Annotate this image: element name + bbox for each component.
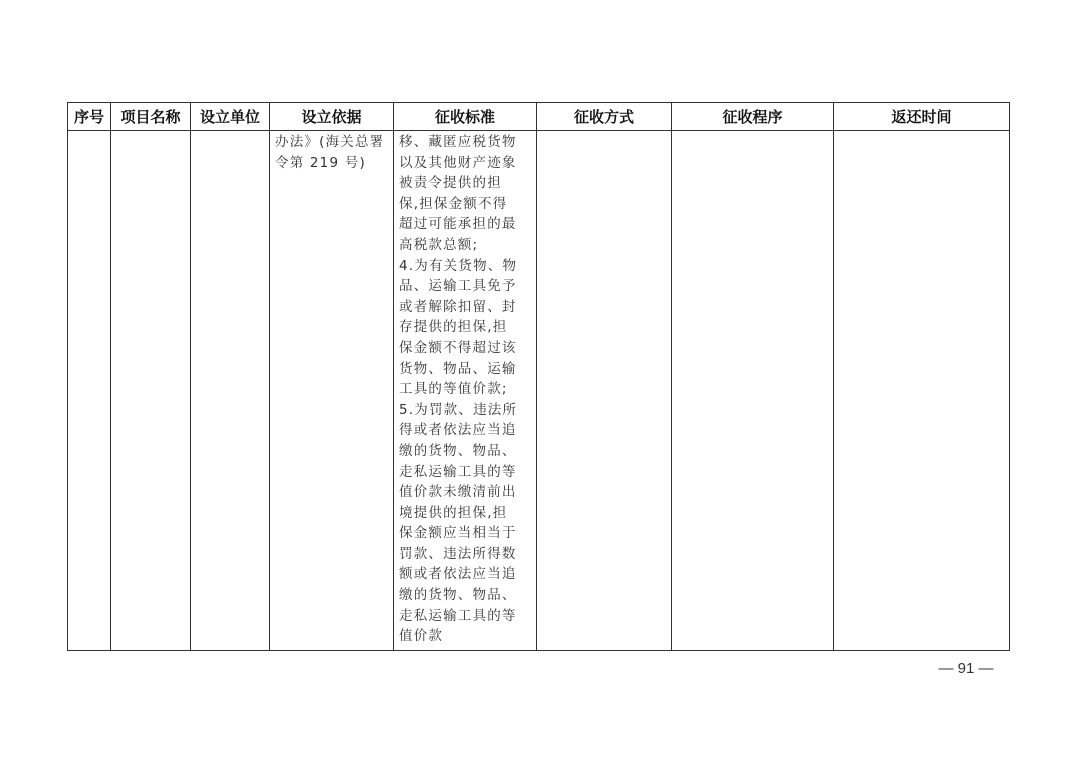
collection-standard-line: 存提供的担保,担 <box>399 319 508 336</box>
collection-standard-line: 品、运输工具免予 <box>399 278 517 295</box>
cell-collection-method <box>537 131 672 651</box>
table-row <box>68 131 1010 651</box>
collection-standard-line: 工具的等值价款; <box>399 381 508 398</box>
cell-collection-standard <box>394 131 537 651</box>
collection-standard-line: 缴的货物、物品、 <box>399 442 517 459</box>
header-refund-time: 返还时间 <box>834 103 1010 131</box>
header-establishing-unit: 设立单位 <box>191 103 270 131</box>
header-row <box>68 103 1010 131</box>
collection-standard-line: 保,担保金额不得 <box>399 195 508 212</box>
table-body <box>68 131 1010 651</box>
cell-collection-procedure <box>672 131 834 651</box>
collection-standard-line: 或者解除扣留、封 <box>399 298 517 315</box>
collection-standard-line: 以及其他财产迹象 <box>399 154 517 171</box>
collection-standard-line: 缴的货物、物品、 <box>399 587 517 604</box>
collection-standard-line: 走私运输工具的等 <box>399 607 517 624</box>
collection-standard-line: 值价款 <box>399 628 444 645</box>
header-collection-procedure: 征收程序 <box>672 103 834 131</box>
page-number: — 91 — <box>938 660 994 677</box>
collection-standard-line: 货物、物品、运输 <box>399 360 517 377</box>
collection-standard-line: 被责令提供的担 <box>399 175 502 192</box>
collection-standard-line: 值价款未缴清前出 <box>399 484 517 501</box>
collection-standard-line: 超过可能承担的最 <box>399 216 517 233</box>
collection-standard-line: 得或者依法应当追 <box>399 422 517 439</box>
collection-standard-line: 4.为有关货物、物 <box>399 257 518 274</box>
header-serial: 序号 <box>68 103 111 131</box>
collection-standard-line: 保金额应当相当于 <box>399 525 517 542</box>
header-collection-standard: 征收标准 <box>394 103 537 131</box>
collection-standard-line: 保金额不得超过该 <box>399 339 517 356</box>
collection-standard-line: 高税款总额; <box>399 236 479 253</box>
fee-table <box>67 102 1010 651</box>
table-header <box>68 103 1010 131</box>
cell-item-name <box>111 131 191 651</box>
collection-standard-text <box>394 131 536 647</box>
cell-legal-basis <box>270 131 394 651</box>
legal-basis-line: 令第 219 号) <box>275 154 366 171</box>
collection-standard-line: 走私运输工具的等 <box>399 463 517 480</box>
header-collection-method: 征收方式 <box>537 103 672 131</box>
header-legal-basis: 设立依据 <box>270 103 394 131</box>
collection-standard-line: 移、藏匿应税货物 <box>399 134 517 150</box>
collection-standard-line: 罚款、违法所得数 <box>399 545 517 562</box>
cell-serial <box>68 131 111 651</box>
legal-basis-text <box>270 131 393 173</box>
cell-establishing-unit <box>191 131 270 651</box>
header-item-name: 项目名称 <box>111 103 191 131</box>
legal-basis-line: 办法》(海关总署 <box>275 134 385 150</box>
collection-standard-line: 5.为罚款、违法所 <box>399 401 518 418</box>
cell-refund-time <box>834 131 1010 651</box>
collection-standard-line: 境提供的担保,担 <box>399 504 508 521</box>
collection-standard-line: 额或者依法应当追 <box>399 566 517 583</box>
